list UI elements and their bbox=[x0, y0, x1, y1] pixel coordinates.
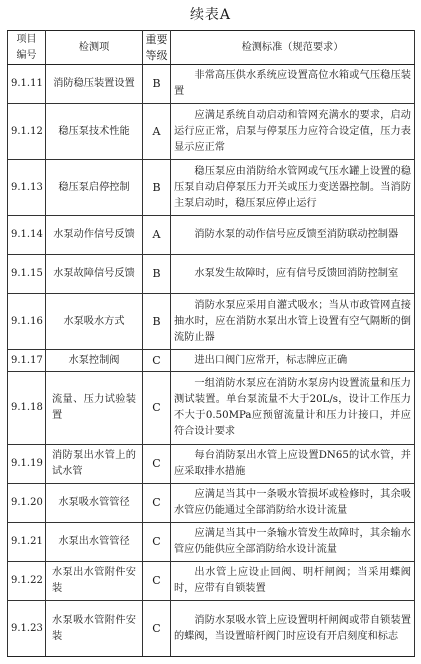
table-header-row bbox=[8, 31, 415, 65]
importance-level-cell: B bbox=[143, 294, 171, 350]
header-inspection-item-label: 检测项 bbox=[78, 41, 110, 53]
inspection-item-cell: 稳压泵技术性能 bbox=[46, 104, 143, 160]
header-importance-level-label: 重要 等级 bbox=[145, 32, 168, 62]
table-row bbox=[8, 523, 415, 562]
header-item-code-label: 项目 编号 bbox=[16, 33, 37, 61]
inspection-item-cell: 水泵故障信号反馈 bbox=[46, 255, 143, 294]
inspection-standard-cell: 水泵发生故障时，应有信号反馈回消防控制室 bbox=[171, 255, 415, 294]
importance-level-cell: A bbox=[143, 104, 171, 160]
inspection-item-cell: 消防稳压装置设置 bbox=[46, 65, 143, 104]
table-row bbox=[8, 372, 415, 445]
inspection-standard-cell: 消防水泵的动作信号应反馈至消防联动控制器 bbox=[171, 216, 415, 255]
table-row bbox=[8, 104, 415, 160]
header-inspection-item bbox=[46, 31, 143, 65]
inspection-item-cell: 稳压泵启停控制 bbox=[46, 160, 143, 216]
table-row bbox=[8, 65, 415, 104]
table-row bbox=[8, 445, 415, 484]
importance-level-cell: C bbox=[143, 445, 171, 484]
inspection-standard-cell: 消防水泵应采用自灌式吸水；当从市政管网直接抽水时，应在消防水泵出水管上设置有空气隔断的倒流防止器 bbox=[171, 294, 415, 350]
item-code-cell: 9.1.21 bbox=[8, 523, 46, 562]
table-title: 续表A bbox=[189, 7, 232, 23]
header-importance-level bbox=[143, 31, 171, 65]
inspection-standard-cell: 消防水泵吸水管上应设置明杆闸阀或带自锁装置的蝶阀，当设置暗杆阀门时应设有开启刻度和标志 bbox=[171, 601, 415, 657]
item-code-cell: 9.1.20 bbox=[8, 484, 46, 523]
inspection-item-cell: 消防泵出水管上的试水管 bbox=[46, 445, 143, 484]
inspection-item-cell: 水泵控制阀 bbox=[46, 350, 143, 372]
table-row bbox=[8, 350, 415, 372]
inspection-standard-cell: 一组消防水泵应在消防水泵房内设置流量和压力测试装置。单台泵流量不大于20L/s，设计工作压力不大于0.50MPa应预留流量计和压力计接口，并应符合设计要求 bbox=[171, 372, 415, 445]
importance-level-cell: C bbox=[143, 601, 171, 657]
header-item-code bbox=[8, 31, 46, 65]
inspection-item-cell: 流量、压力试验装置 bbox=[46, 372, 143, 445]
item-code-cell: 9.1.16 bbox=[8, 294, 46, 350]
inspection-item-cell: 水泵吸水管附件安装 bbox=[46, 601, 143, 657]
inspection-standard-table bbox=[7, 30, 415, 657]
table-row bbox=[8, 255, 415, 294]
item-code-cell: 9.1.11 bbox=[8, 65, 46, 104]
header-inspection-standard bbox=[171, 31, 415, 65]
inspection-standard-cell: 应满足当其中一条输水管发生故障时，其余输水管应仍能供应全部消防给水设计流量 bbox=[171, 523, 415, 562]
item-code-cell: 9.1.22 bbox=[8, 562, 46, 601]
importance-level-cell: C bbox=[143, 350, 171, 372]
inspection-standard-cell: 出水管上应设止回阀、明杆闸阀；当采用蝶阀时，应带有自锁装置 bbox=[171, 562, 415, 601]
inspection-item-cell: 水泵出水管附件安装 bbox=[46, 562, 143, 601]
item-code-cell: 9.1.12 bbox=[8, 104, 46, 160]
importance-level-cell: B bbox=[143, 65, 171, 104]
inspection-item-cell: 水泵吸水方式 bbox=[46, 294, 143, 350]
inspection-standard-cell: 进出口阀门应常开，标志牌应正确 bbox=[171, 350, 415, 372]
item-code-cell: 9.1.14 bbox=[8, 216, 46, 255]
table-row bbox=[8, 601, 415, 657]
importance-level-cell: C bbox=[143, 372, 171, 445]
importance-level-cell: A bbox=[143, 216, 171, 255]
importance-level-cell: C bbox=[143, 523, 171, 562]
item-code-cell: 9.1.17 bbox=[8, 350, 46, 372]
table-row bbox=[8, 484, 415, 523]
header-inspection-standard-label: 检测标准（规范要求） bbox=[241, 41, 344, 53]
inspection-standard-cell: 稳压泵应由消防给水管网或气压水罐上设置的稳压泵自动启停泵压力开关或压力变送器控制。当消防主泵启动时，稳压泵应停止运行 bbox=[171, 160, 415, 216]
table-row bbox=[8, 294, 415, 350]
inspection-item-cell: 水泵出水管管径 bbox=[46, 523, 143, 562]
inspection-standard-cell: 应满足当其中一条吸水管损坏或检修时，其余吸水管应仍能通过全部消防给水设计流量 bbox=[171, 484, 415, 523]
importance-level-cell: C bbox=[143, 562, 171, 601]
importance-level-cell: B bbox=[143, 255, 171, 294]
inspection-standard-cell: 每台消防泵出水管上应设置DN65的试水管，并应采取排水措施 bbox=[171, 445, 415, 484]
item-code-cell: 9.1.23 bbox=[8, 601, 46, 657]
inspection-item-cell: 水泵动作信号反馈 bbox=[46, 216, 143, 255]
table-row bbox=[8, 160, 415, 216]
inspection-standard-cell: 非常高压供水系统应设置高位水箱或气压稳压装置 bbox=[171, 65, 415, 104]
importance-level-cell: B bbox=[143, 160, 171, 216]
inspection-standard-cell: 应满足系统自动启动和管网充满水的要求，启动运行应正常，启泵与停泵压力应符合设定值，压力表显示应正常 bbox=[171, 104, 415, 160]
table-row bbox=[8, 562, 415, 601]
item-code-cell: 9.1.13 bbox=[8, 160, 46, 216]
table-row bbox=[8, 216, 415, 255]
importance-level-cell: C bbox=[143, 484, 171, 523]
item-code-cell: 9.1.19 bbox=[8, 445, 46, 484]
item-code-cell: 9.1.15 bbox=[8, 255, 46, 294]
table-body bbox=[8, 65, 415, 657]
inspection-item-cell: 水泵吸水管管径 bbox=[46, 484, 143, 523]
item-code-cell: 9.1.18 bbox=[8, 372, 46, 445]
